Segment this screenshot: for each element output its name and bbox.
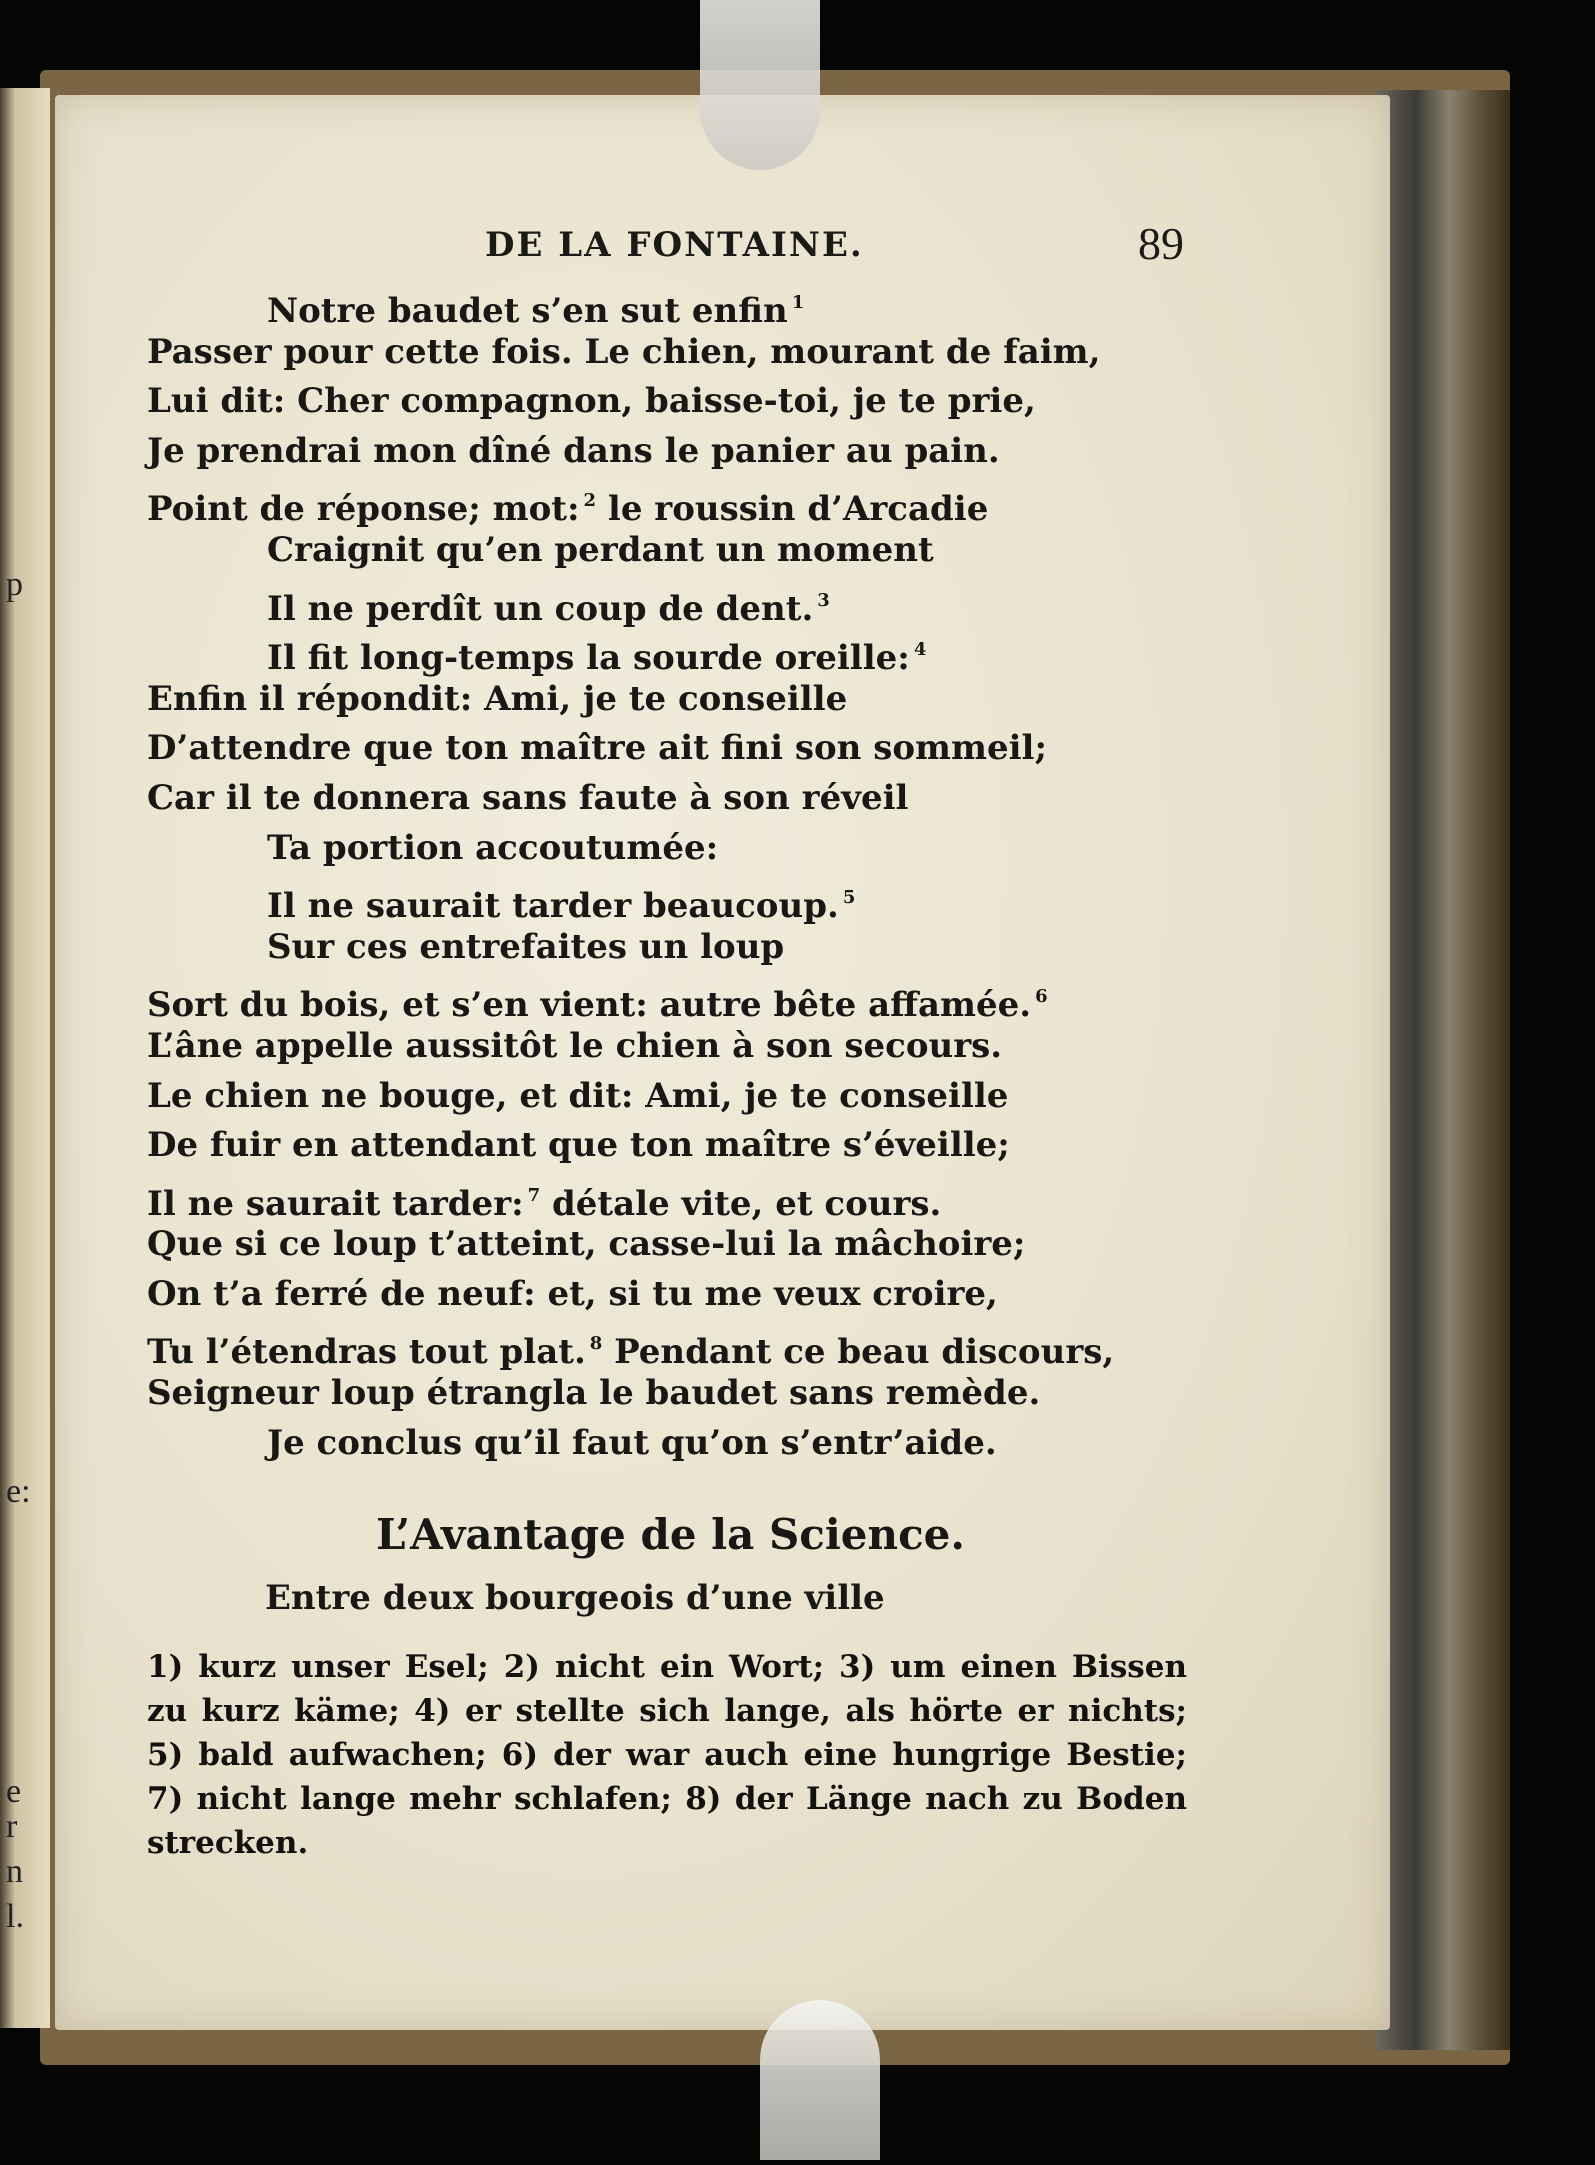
poem-line-text: Enfin il répondit: Ami, je te conseille bbox=[147, 678, 848, 719]
footnote-marker: 4 bbox=[913, 639, 927, 661]
page-header bbox=[0, 218, 1595, 275]
poem-line bbox=[147, 724, 1197, 774]
poem-line bbox=[147, 1022, 1197, 1072]
margin-mark: p bbox=[6, 566, 23, 603]
page-number: 89 bbox=[1138, 218, 1184, 269]
poem-line bbox=[147, 1171, 1197, 1224]
poem-line-rest: détale vite, et cours. bbox=[540, 1183, 942, 1224]
poem-line-text: Il ne saurait tarder beaucoup. bbox=[267, 886, 839, 927]
margin-mark: r bbox=[6, 1808, 18, 1845]
poem-line-text: Que si ce loup t’atteint, casse-lui la mâchoire; bbox=[147, 1224, 1026, 1265]
poem-line bbox=[147, 824, 1197, 874]
poem-line bbox=[147, 774, 1197, 824]
poem-line-rest: le roussin d’Arcadie bbox=[596, 489, 989, 530]
poem-line bbox=[147, 873, 1197, 927]
poem-line-rest: Pendant ce beau discours, bbox=[602, 1332, 1115, 1373]
running-head: DE LA FONTAINE. bbox=[485, 225, 864, 265]
poem-line-text: Tu l’étendras tout plat. bbox=[147, 1332, 586, 1373]
poem-line bbox=[147, 328, 1197, 378]
footnote-marker: 6 bbox=[1035, 986, 1048, 1008]
footnote-marker: 8 bbox=[589, 1333, 603, 1355]
poem-line-text: Notre baudet s’en sut enfin bbox=[267, 291, 788, 331]
page-clip-top bbox=[700, 0, 820, 170]
footnote-marker: 2 bbox=[583, 490, 597, 512]
poem-line bbox=[147, 972, 1197, 1026]
poem-line bbox=[147, 1319, 1197, 1373]
poem-line-text: Le chien ne bouge, et dit: Ami, je te conseille bbox=[147, 1075, 1009, 1116]
poem-line-text: Craignit qu’en perdant un moment bbox=[267, 529, 934, 570]
poem-line-text: D’attendre que ton maître ait fini son sommeil; bbox=[147, 728, 1048, 769]
poem-line-text: Car il te donnera sans faute à son réveil bbox=[147, 777, 909, 818]
poem-line-text: Il ne saurait tarder: bbox=[147, 1183, 524, 1224]
poem-line-text: Il fit long-temps la sourde oreille: bbox=[267, 638, 910, 679]
book-spine-edge bbox=[1375, 90, 1510, 2050]
poem-line-text: De fuir en attendant que ton maître s’éveille; bbox=[147, 1125, 1010, 1166]
margin-mark: e bbox=[6, 1773, 22, 1810]
poem-line-text: Seigneur loup étrangla le baudet sans remède. bbox=[147, 1373, 1041, 1414]
poem-line bbox=[147, 576, 1197, 629]
poem-line bbox=[147, 1220, 1197, 1270]
poem-line bbox=[147, 923, 1197, 973]
poem-line bbox=[147, 1419, 1197, 1469]
section-heading: L’Avantage de la Science. bbox=[376, 1510, 965, 1559]
margin-mark: e: bbox=[6, 1473, 31, 1510]
poem-line bbox=[147, 526, 1197, 576]
poem-line-text: On t’a ferré de neuf: et, si tu me veux croire, bbox=[147, 1273, 998, 1314]
poem-line bbox=[147, 1270, 1197, 1320]
margin-mark: n bbox=[6, 1853, 23, 1890]
poem-line bbox=[147, 1121, 1197, 1171]
poem-line bbox=[147, 476, 1197, 530]
poem-line-text: Ta portion accoutumée: bbox=[267, 827, 719, 868]
footnote-marker: 1 bbox=[791, 292, 805, 313]
footnote-marker: 7 bbox=[527, 1184, 541, 1206]
page-clip-bottom bbox=[760, 2000, 880, 2160]
footnotes: 1) kurz unser Esel; 2) nicht ein Wort; 3) um einen Bissen zu kurz käme; 4) er stellte sich lange, als hörte er nichts; 5) bald aufwachen; 6) der war auch eine hungrige Bestie; 7) nicht lange mehr schlafen; 8) der Länge nach zu Boden strecken. bbox=[147, 1649, 1187, 1861]
poem-line-text: Je conclus qu’il faut qu’on s’entr’aide. bbox=[267, 1422, 997, 1463]
poem-line bbox=[147, 675, 1197, 725]
poem-line bbox=[147, 1369, 1197, 1419]
poem-line bbox=[147, 377, 1197, 427]
poem-line bbox=[147, 625, 1197, 679]
footnote-marker: 3 bbox=[817, 589, 830, 611]
section-first-line: Entre deux bourgeois d’une ville bbox=[265, 1578, 885, 1618]
poem-text bbox=[147, 278, 1197, 1468]
poem-line bbox=[147, 278, 1197, 331]
poem-line-text: L’âne appelle aussitôt le chien à son secours. bbox=[147, 1025, 1003, 1066]
poem-line bbox=[147, 1072, 1197, 1122]
poem-line-text: Sur ces entrefaites un loup bbox=[267, 926, 785, 967]
margin-mark: l. bbox=[6, 1898, 24, 1935]
poem-line-text: Sort du bois, et s’en vient: autre bête affamée. bbox=[147, 985, 1032, 1026]
poem-line-text: Passer pour cette fois. Le chien, mourant de faim, bbox=[147, 331, 1101, 372]
footnote-marker: 5 bbox=[842, 887, 856, 909]
poem-line-text: Je prendrai mon dîné dans le panier au pain. bbox=[147, 430, 1000, 471]
poem-line-text: Lui dit: Cher compagnon, baisse-toi, je te prie, bbox=[147, 381, 1036, 422]
facing-page-edge bbox=[0, 88, 50, 2028]
poem-line-text: Point de réponse; mot: bbox=[147, 489, 580, 530]
poem-line-text: Il ne perdît un coup de dent. bbox=[267, 588, 814, 629]
poem-line bbox=[147, 427, 1197, 477]
